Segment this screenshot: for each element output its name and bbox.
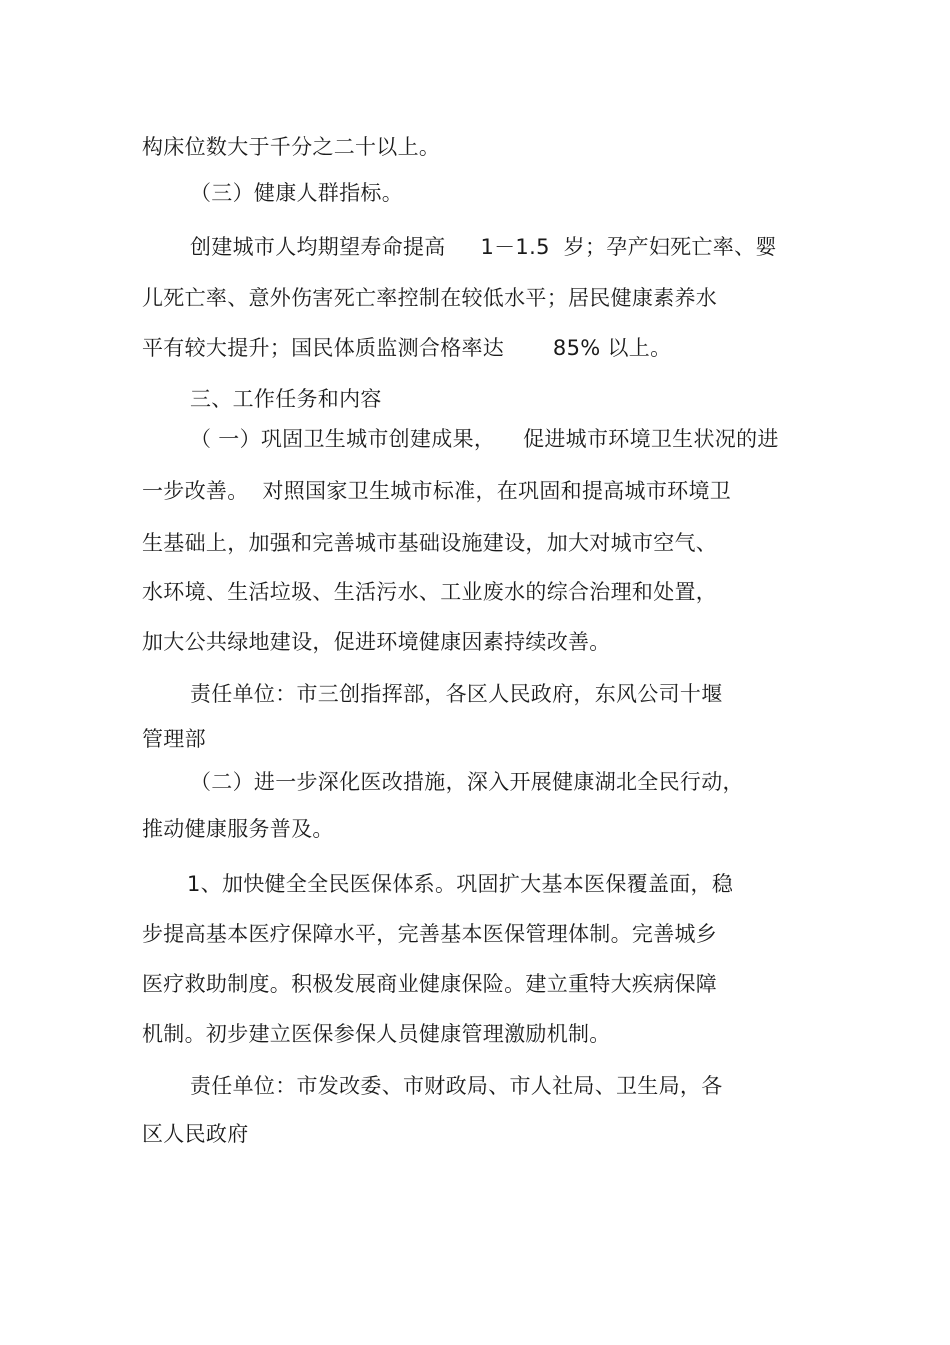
responsible-units: 责任单位：市发改委、市财政局、市人社局、卫生局，各 (190, 1074, 723, 1098)
text-line: 机制。初步建立医保参保人员健康管理激励机制。 (142, 1022, 611, 1046)
text-line: 一步改善。 对照国家卫生城市标准，在巩固和提高城市环境卫 (142, 479, 732, 503)
section-heading: 推动健康服务普及。 (142, 817, 334, 841)
text-line: （ 一）巩固卫生城市创建成果， 促进城市环境卫生状况的进 (190, 427, 779, 451)
text-line: 构床位数大于千分之二十以上。 (142, 135, 441, 159)
text-line: 医疗救助制度。积极发展商业健康保险。建立重特大疾病保障 (142, 972, 718, 996)
text-line: 步提高基本医疗保障水平，完善基本医保管理体制。完善城乡 (142, 922, 718, 946)
text-line: 创建城市人均期望寿命提高 1－1.5 岁；孕产妇死亡率、婴 (190, 235, 777, 259)
section-heading: （三）健康人群指标。 (190, 181, 403, 205)
text-line: 水环境、生活垃圾、生活污水、工业废水的综合治理和处置， (142, 580, 718, 604)
text-line: 生基础上，加强和完善城市基础设施建设，加大对城市空气、 (142, 531, 718, 555)
responsible-units: 区人民政府 (142, 1122, 249, 1146)
responsible-units: 管理部 (142, 727, 206, 751)
section-heading: （二）进一步深化医改措施，深入开展健康湖北全民行动， (190, 770, 744, 794)
text-line: 加大公共绿地建设，促进环境健康因素持续改善。 (142, 630, 611, 654)
responsible-units: 责任单位：市三创指挥部，各区人民政府，东风公司十堰 (190, 682, 723, 706)
section-heading: 三、工作任务和内容 (190, 387, 382, 411)
text-line: 儿死亡率、意外伤害死亡率控制在较低水平；居民健康素养水 (142, 286, 718, 310)
text-line: 平有较大提升；国民体质监测合格率达 85% 以上。 (142, 336, 672, 360)
text-line: 1、加快健全全民医保体系。巩固扩大基本医保覆盖面，稳 (187, 872, 734, 896)
